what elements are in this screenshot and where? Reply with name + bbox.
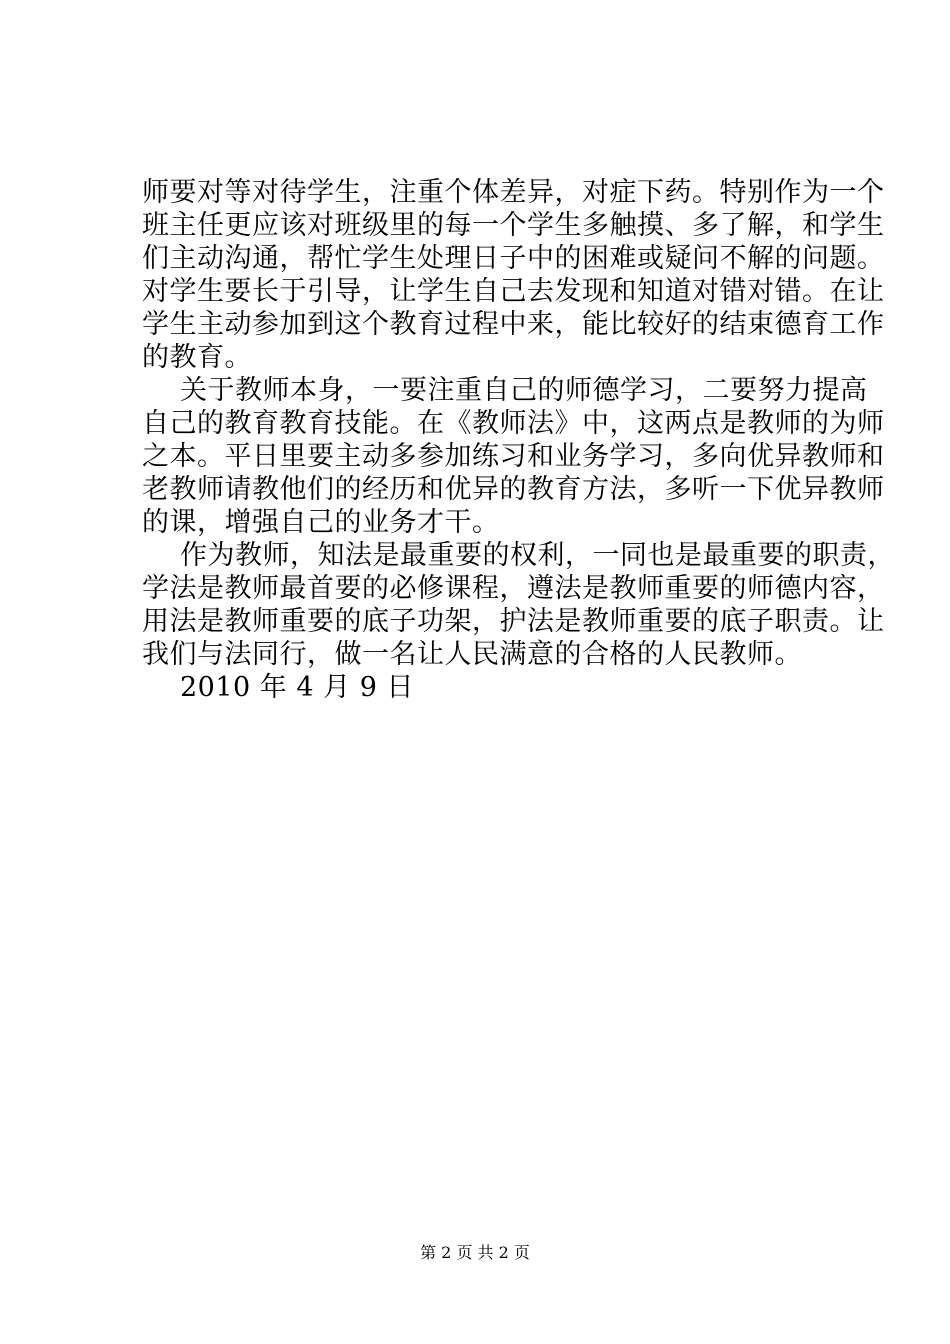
body-text-line: 班主任更应该对班级里的每一个学生多触摸、多了解，和学生 — [142, 210, 885, 241]
page-number-footer: 第 2 页 共 2 页 — [420, 1243, 530, 1262]
body-text-line: 老教师请教他们的经历和优异的教育方法，多听一下优异教师 — [142, 474, 885, 505]
body-text-line: 用法是教师重要的底子功架，护法是教师重要的底子职责。让 — [142, 606, 885, 637]
paragraph-first-line: 关于教师本身，一要注重自己的师德学习，二要努力提高 — [180, 375, 868, 406]
body-text-line: 的教育。 — [142, 342, 252, 373]
paragraph-first-line: 作为教师，知法是最重要的权利，一同也是最重要的职责， — [180, 540, 895, 571]
body-text-line: 学生主动参加到这个教育过程中来，能比较好的结束德育工作 — [142, 309, 885, 340]
body-text-line: 学法是教师最首要的必修课程，遵法是教师重要的师德内容， — [142, 573, 885, 604]
document-date: 2010 年 4 月 9 日 — [180, 672, 414, 703]
body-text-line: 师要对等对待学生，注重个体差异，对症下药。特别作为一个 — [142, 177, 885, 208]
body-text-line: 对学生要长于引导，让学生自己去发现和知道对错对错。在让 — [142, 276, 885, 307]
body-text-line: 们主动沟通，帮忙学生处理日子中的困难或疑问不解的问题。 — [142, 243, 885, 274]
body-text-line: 我们与法同行，做一名让人民满意的合格的人民教师。 — [142, 639, 802, 670]
body-text-line: 的课，增强自己的业务才干。 — [142, 507, 500, 538]
body-text-line: 之本。平日里要主动多参加练习和业务学习，多向优异教师和 — [142, 441, 885, 472]
body-text-line: 自己的教育教育技能。在《教师法》中，这两点是教师的为师 — [142, 408, 885, 439]
